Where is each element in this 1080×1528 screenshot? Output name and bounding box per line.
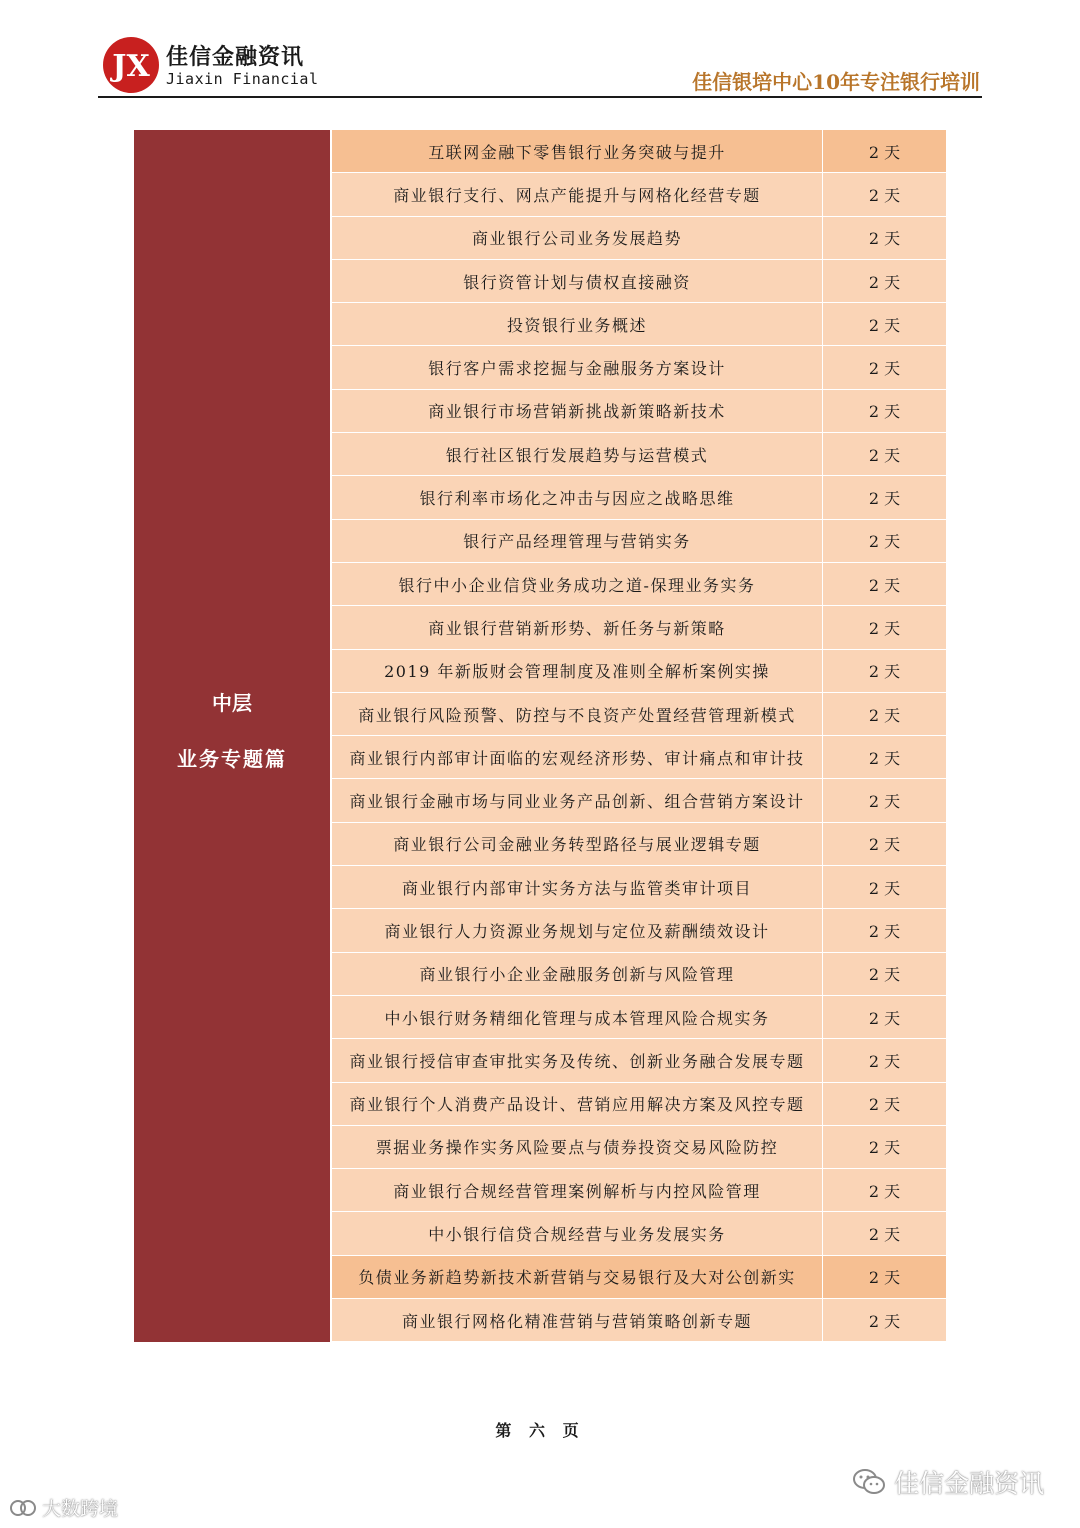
- course-name: 商业银行合规经营管理案例解析与内控风险管理: [332, 1169, 823, 1211]
- course-duration: 2 天: [823, 520, 946, 562]
- course-name: 商业银行金融市场与同业业务产品创新、组合营销方案设计: [332, 779, 823, 821]
- course-duration: 2 天: [823, 346, 946, 388]
- table-row: [332, 1299, 946, 1342]
- course-duration: 2 天: [823, 1212, 946, 1254]
- table-row: [332, 433, 946, 476]
- table-row: [332, 303, 946, 346]
- course-name: 商业银行营销新形势、新任务与新策略: [332, 606, 823, 648]
- course-duration: 2 天: [823, 217, 946, 259]
- course-duration: 2 天: [823, 433, 946, 475]
- course-duration: 2 天: [823, 260, 946, 302]
- course-rows: [332, 130, 946, 1342]
- table-row: [332, 173, 946, 216]
- page-header: [0, 0, 1080, 110]
- course-table: [134, 130, 946, 1342]
- category-label-level: 中层: [212, 691, 252, 715]
- table-row: [332, 1083, 946, 1126]
- course-duration: 2 天: [823, 130, 946, 172]
- course-duration: 2 天: [823, 693, 946, 735]
- page-number: 第 六 页: [495, 1421, 585, 1440]
- course-duration: 2 天: [823, 606, 946, 648]
- table-row: [332, 1039, 946, 1082]
- course-name: 商业银行公司业务发展趋势: [332, 217, 823, 259]
- course-name: 商业银行支行、网点产能提升与网格化经营专题: [332, 173, 823, 215]
- table-row: [332, 217, 946, 260]
- course-name: 商业银行风险预警、防控与不良资产处置经营管理新模式: [332, 693, 823, 735]
- brand-name-cn: 佳信金融资讯: [166, 45, 305, 70]
- table-row: [332, 909, 946, 952]
- course-duration: 2 天: [823, 736, 946, 778]
- table-row: [332, 390, 946, 433]
- table-row: [332, 1256, 946, 1299]
- course-name: 银行客户需求挖掘与金融服务方案设计: [332, 346, 823, 388]
- course-duration: 2 天: [823, 1299, 946, 1341]
- course-name: 银行社区银行发展趋势与运营模式: [332, 433, 823, 475]
- course-duration: 2 天: [823, 1256, 946, 1298]
- course-name: 商业银行网格化精准营销与营销策略创新专题: [332, 1299, 823, 1341]
- logo-letters: JX: [112, 49, 150, 84]
- course-name: 商业银行内部审计实务方法与监管类审计项目: [332, 866, 823, 908]
- course-name: 银行资管计划与债权直接融资: [332, 260, 823, 302]
- course-duration: 2 天: [823, 779, 946, 821]
- table-row: [332, 693, 946, 736]
- course-name: 商业银行市场营销新挑战新策略新技术: [332, 390, 823, 432]
- course-duration: 2 天: [823, 953, 946, 995]
- course-name: 互联网金融下零售银行业务突破与提升: [332, 130, 823, 172]
- course-name: 投资银行业务概述: [332, 303, 823, 345]
- watermark-source: [10, 1494, 118, 1521]
- watermark-wechat: [852, 1464, 1044, 1500]
- table-row: [332, 1126, 946, 1169]
- watermark-left-text: 大数跨境: [42, 1498, 119, 1520]
- course-duration: 2 天: [823, 173, 946, 215]
- table-row: [332, 606, 946, 649]
- course-duration: 2 天: [823, 996, 946, 1038]
- course-name: 商业银行人力资源业务规划与定位及薪酬绩效设计: [332, 909, 823, 951]
- course-name: 商业银行内部审计面临的宏观经济形势、审计痛点和审计技: [332, 736, 823, 778]
- table-row: [332, 650, 946, 693]
- course-name: 银行利率市场化之冲击与因应之战略思维: [332, 476, 823, 518]
- course-name: 中小银行财务精细化管理与成本管理风险合规实务: [332, 996, 823, 1038]
- table-row: [332, 563, 946, 606]
- course-duration: 2 天: [823, 1039, 946, 1081]
- category-cell: [134, 130, 330, 1342]
- course-duration: 2 天: [823, 909, 946, 951]
- course-name: 票据业务操作实务风险要点与债券投资交易风险防控: [332, 1126, 823, 1168]
- table-row: [332, 866, 946, 909]
- course-name: 商业银行公司金融业务转型路径与展业逻辑专题: [332, 823, 823, 865]
- course-name: 银行中小企业信贷业务成功之道-保理业务实务: [332, 563, 823, 605]
- course-name: 商业银行个人消费产品设计、营销应用解决方案及风控专题: [332, 1083, 823, 1125]
- brand-name-en: Jiaxin Financial: [166, 70, 319, 88]
- table-row: [332, 1169, 946, 1212]
- course-duration: 2 天: [823, 390, 946, 432]
- table-row: [332, 996, 946, 1039]
- course-duration: 2 天: [823, 476, 946, 518]
- course-duration: 2 天: [823, 1083, 946, 1125]
- course-duration: 2 天: [823, 303, 946, 345]
- table-row: [332, 130, 946, 173]
- table-row: [332, 260, 946, 303]
- table-row: [332, 520, 946, 563]
- course-name: 2019 年新版财会管理制度及准则全解析案例实操: [332, 650, 823, 692]
- course-duration: 2 天: [823, 866, 946, 908]
- watermark-right-text: 佳信金融资讯: [893, 1469, 1044, 1498]
- table-row: [332, 823, 946, 866]
- category-label-topic: 业务专题篇: [177, 747, 287, 771]
- course-duration: 2 天: [823, 650, 946, 692]
- table-row: [332, 779, 946, 822]
- header-tagline: 佳信银培中心10年专注银行培训: [692, 70, 980, 94]
- course-name: 商业银行小企业金融服务创新与风险管理: [332, 953, 823, 995]
- wechat-icon: [852, 1468, 886, 1496]
- course-duration: 2 天: [823, 1169, 946, 1211]
- jx-logo: [102, 36, 160, 94]
- table-row: [332, 953, 946, 996]
- table-row: [332, 1212, 946, 1255]
- course-name: 商业银行授信审查审批实务及传统、创新业务融合发展专题: [332, 1039, 823, 1081]
- header-rule: [98, 96, 982, 98]
- table-row: [332, 736, 946, 779]
- source-logo-icon: [10, 1497, 36, 1519]
- course-duration: 2 天: [823, 823, 946, 865]
- course-name: 银行产品经理管理与营销实务: [332, 520, 823, 562]
- table-row: [332, 476, 946, 519]
- course-name: 负债业务新趋势新技术新营销与交易银行及大对公创新实: [332, 1256, 823, 1298]
- course-name: 中小银行信贷合规经营与业务发展实务: [332, 1212, 823, 1254]
- course-duration: 2 天: [823, 563, 946, 605]
- course-duration: 2 天: [823, 1126, 946, 1168]
- table-row: [332, 346, 946, 389]
